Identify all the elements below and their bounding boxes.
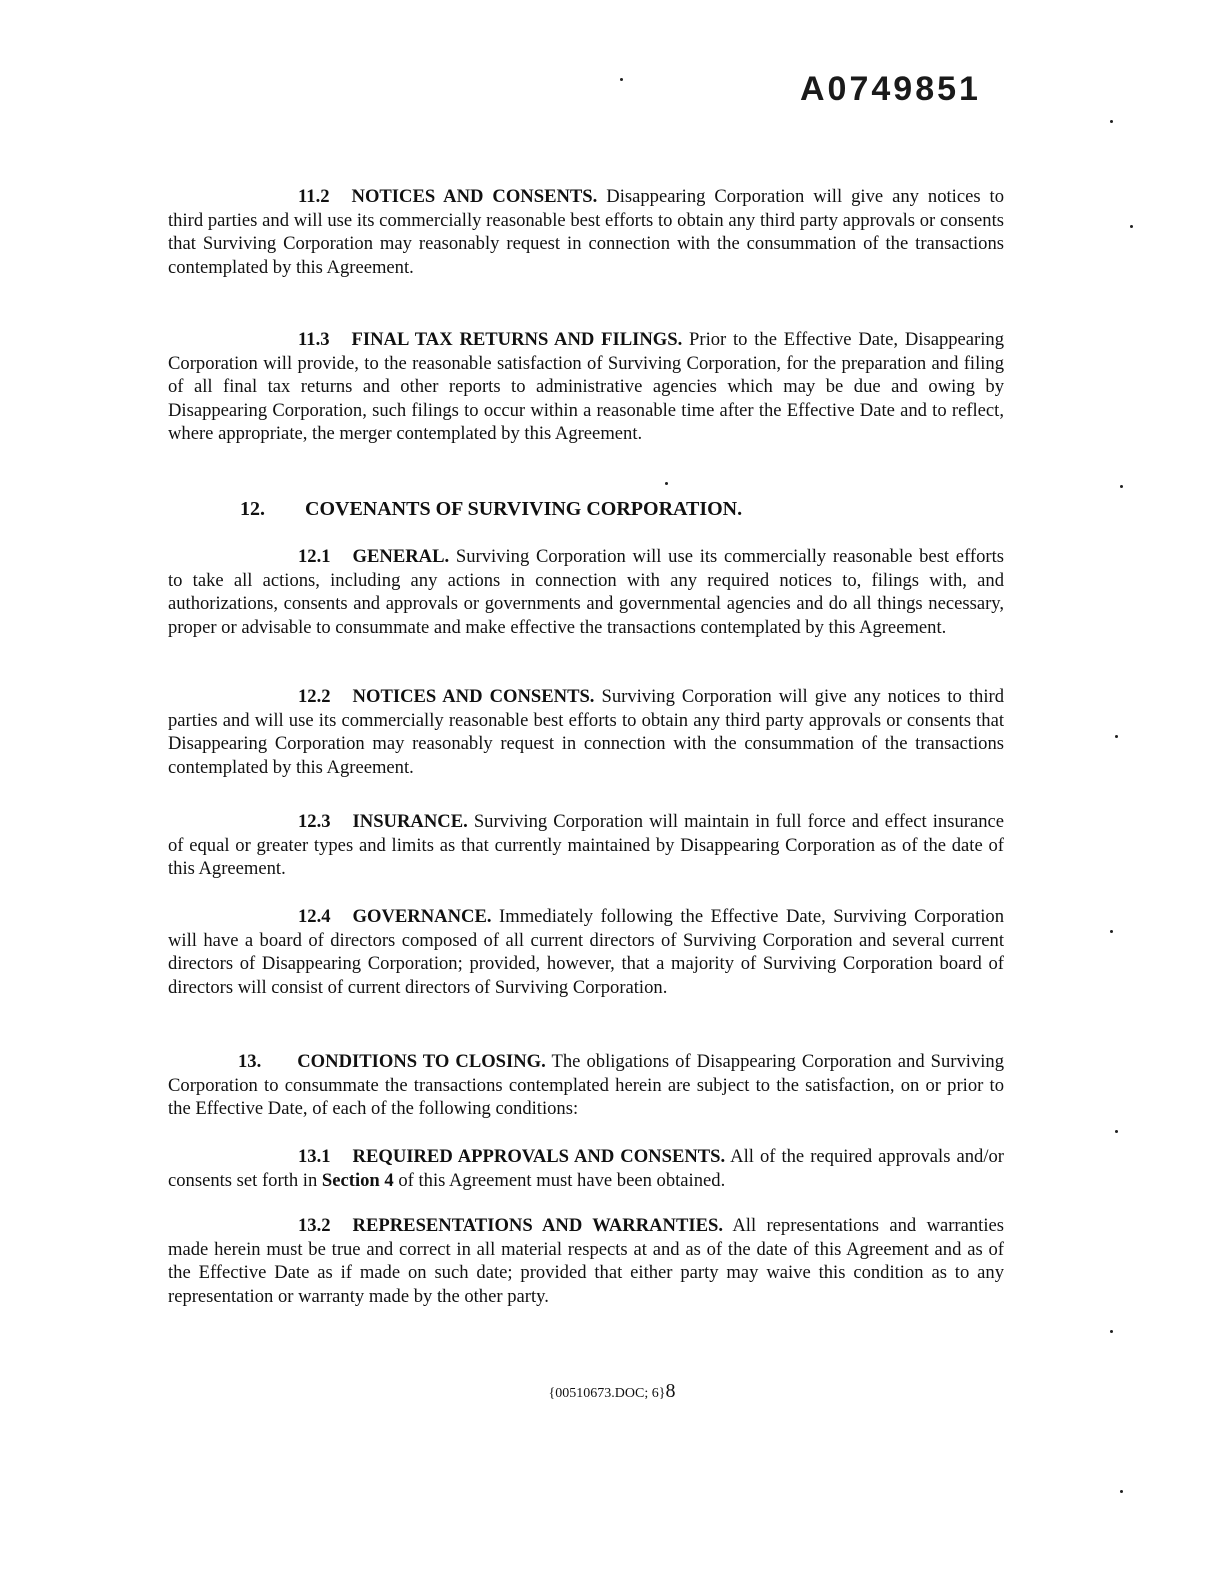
scan-speck: [665, 482, 668, 485]
section-number: 11.3: [298, 329, 330, 350]
scan-speck: [620, 78, 623, 81]
section-text: The obligations of Disappearing Corporation and Surviving Corporation to consummate the transactions contemplated herein are subject to the satisfaction, on or prior to the Effective Date, of each of the following conditions:: [168, 1051, 1005, 1119]
section-13-1: [168, 1145, 1004, 1192]
scan-speck: [1115, 735, 1118, 738]
section-title: COVENANTS OF SURVIVING CORPORATION.: [305, 498, 743, 520]
section-12-2: [168, 685, 1004, 779]
section-text: Disappearing Corporation will give any notices to third parties and will use its commercially reasonable best efforts to obtain any third party approvals or consents that Surviving Corporation may reasonably request in connection with the consummation of the transactions contemplated by this Agreement.: [168, 186, 1005, 278]
section-heading: CONDITIONS TO CLOSING.: [297, 1051, 546, 1072]
scan-speck: [1110, 930, 1113, 933]
section-number: 12.: [240, 498, 265, 520]
section-11-3: [168, 328, 1004, 446]
scan-speck: [1110, 120, 1113, 123]
section-heading: REPRESENTATIONS AND WARRANTIES.: [352, 1215, 724, 1236]
section-number: 13.2: [298, 1215, 331, 1236]
scan-speck: [1115, 1130, 1118, 1133]
section-12-4: [168, 905, 1004, 999]
scan-speck: [1110, 1330, 1113, 1333]
scan-speck: [1120, 485, 1123, 488]
document-id-stamp: A0749851: [800, 70, 981, 108]
section-text: Surviving Corporation will maintain in full force and effect insurance of equal or greater types and limits as that currently maintained by Disappearing Corporation as of the date of this Agreement.: [168, 811, 1004, 879]
section-number: 12.1: [298, 546, 331, 567]
section-11-2: [168, 185, 1004, 279]
section-heading: NOTICES AND CONSENTS.: [351, 186, 598, 207]
section-13-2: [168, 1214, 1004, 1308]
scan-speck: [1130, 225, 1133, 228]
section-text: All of the required approvals and/or consents set forth in: [168, 1146, 1004, 1191]
section-text: Prior to the Effective Date, Disappearing Corporation will provide, to the reasonable satisfaction of Surviving Corporation, for the preparation and filing of all final tax returns and other reports to administrative agencies which may be due and owing by Disappearing Corporation, such filings to occur within a reasonable time after the Effective Date and to reflect, where appropriate, the merger contemplated by this Agreement.: [168, 329, 1005, 444]
section-text: Surviving Corporation will give any notices to third parties and will use its commercially reasonable best efforts to obtain any third party approvals or consents that Disappearing Corporation may reasonably request in connection with the consummation of the transactions contemplated by this Agreement.: [168, 686, 1005, 778]
section-text-end: of this Agreement must have been obtained.: [398, 1169, 726, 1191]
section-number: 11.2: [298, 186, 330, 207]
section-heading: NOTICES AND CONSENTS.: [352, 686, 595, 707]
scan-speck: [1120, 1490, 1123, 1493]
section-heading: GOVERNANCE.: [352, 906, 492, 927]
page-number: 8: [665, 1380, 676, 1402]
section-heading: INSURANCE.: [352, 811, 468, 832]
section-number: 12.2: [298, 686, 331, 707]
section-text: All representations and warranties made herein must be true and correct in all material respects at and as of the date of this Agreement and as of the Effective Date as if made on such date; provided that either party may waive this condition as to any representation or warranty made by the other party.: [168, 1215, 1004, 1307]
section-text: Surviving Corporation will use its commercially reasonable best efforts to take all actions, including any actions in connection with any required notices to, filings with, and authorizations, consents and approvals or governments and governmental agencies and do all things necessary, proper or advisable to consummate and make effective the transactions contemplated by this Agreement.: [168, 546, 1005, 638]
section-13: [168, 1050, 1004, 1121]
section-number: 13.: [238, 1051, 262, 1072]
section-12-heading: [240, 497, 742, 521]
section-heading: FINAL TAX RETURNS AND FILINGS.: [351, 329, 683, 350]
section-number: 12.4: [298, 906, 331, 927]
section-text: Immediately following the Effective Date, Surviving Corporation will have a board of directors composed of all current directors of Surviving Corporation and several current directors of Disappearing Corporation; provided, however, that a majority of Surviving Corporation board of directors will consist of current directors of Surviving Corporation.: [168, 906, 1005, 998]
section-number: 12.3: [298, 811, 331, 832]
page-footer: [0, 1380, 1224, 1403]
section-12-3: [168, 810, 1004, 881]
section-heading: REQUIRED APPROVALS AND CONSENTS.: [352, 1146, 726, 1167]
section-12-1: [168, 545, 1004, 639]
section-number: 13.1: [298, 1146, 331, 1167]
section-reference: Section 4: [321, 1169, 394, 1191]
document-reference: {00510673.DOC; 6}: [548, 1386, 666, 1401]
section-heading: GENERAL.: [352, 546, 450, 567]
